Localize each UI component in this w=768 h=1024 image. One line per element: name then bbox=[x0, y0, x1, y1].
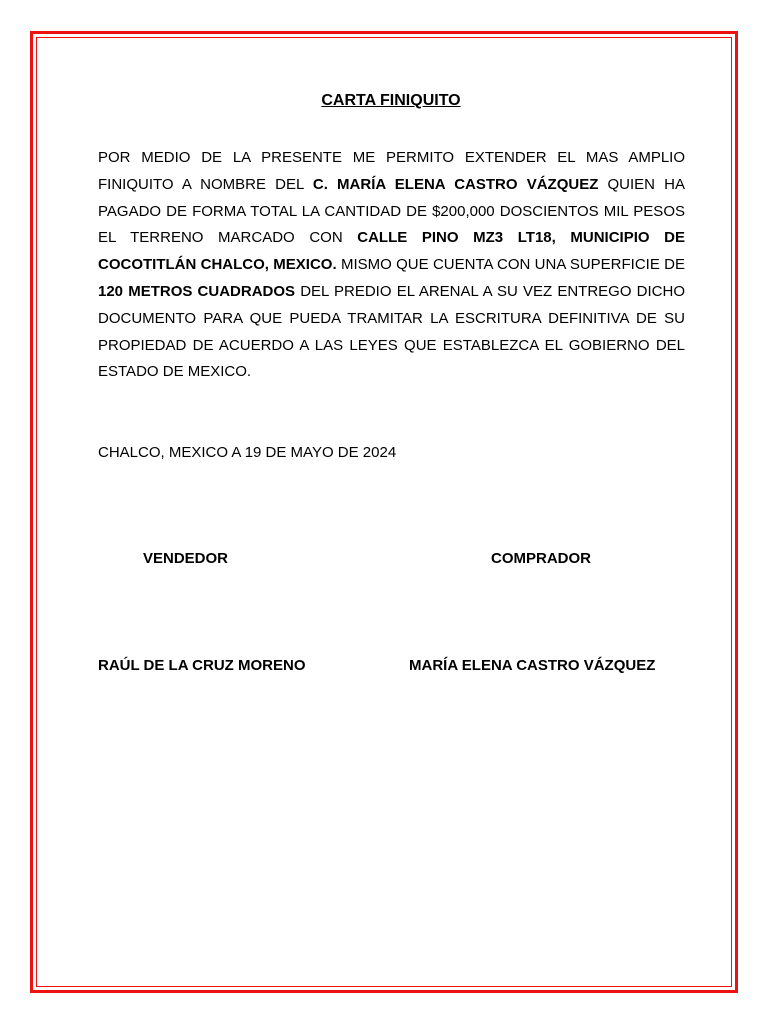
seller-name: RAÚL DE LA CRUZ MORENO bbox=[98, 657, 306, 674]
document-title: CARTA FINIQUITO bbox=[321, 92, 461, 109]
date-line: CHALCO, MEXICO A 19 DE MAYO DE 2024 bbox=[98, 444, 397, 461]
property-address-bold: CALLE PINO MZ3 LT18, MUNICIPIO DE COCOTITLÁN CHALCO, MEXICO. bbox=[98, 229, 686, 274]
body-text-2: QUIEN HA PAGADO DE FORMA TOTAL LA CANTIDAD DE $200,000 DOSCIENTOS MIL PESOS EL TERRENO MARCADO CON bbox=[98, 175, 685, 247]
buyer-name-bold: C. MARÍA ELENA CASTRO VÁZQUEZ bbox=[312, 175, 599, 193]
buyer-role-label: COMPRADOR bbox=[491, 550, 591, 567]
body-text-3: MISMO QUE CUENTA CON UNA SUPERFICIE DE bbox=[336, 256, 685, 274]
property-area-bold: 120 METROS CUADRADOS bbox=[98, 282, 296, 300]
body-text-4: DEL PREDIO EL ARENAL A SU VEZ ENTREGO DICHO DOCUMENTO PARA QUE PUEDA TRAMITAR LA ESCRITURA DEFINITIVA DE SU PROPIEDAD DE ACUERDO A LAS LEYES QUE ESTABLEZCA EL GOBIERNO DEL ESTADO DE MEXICO. bbox=[98, 282, 686, 381]
body-paragraph bbox=[98, 145, 685, 386]
body-text-1: POR MEDIO DE LA PRESENTE ME PERMITO EXTENDER EL MAS AMPLIO FINIQUITO A NOMBRE DEL bbox=[98, 149, 685, 193]
buyer-name: MARÍA ELENA CASTRO VÁZQUEZ bbox=[409, 657, 656, 674]
seller-role-label: VENDEDOR bbox=[143, 550, 229, 567]
